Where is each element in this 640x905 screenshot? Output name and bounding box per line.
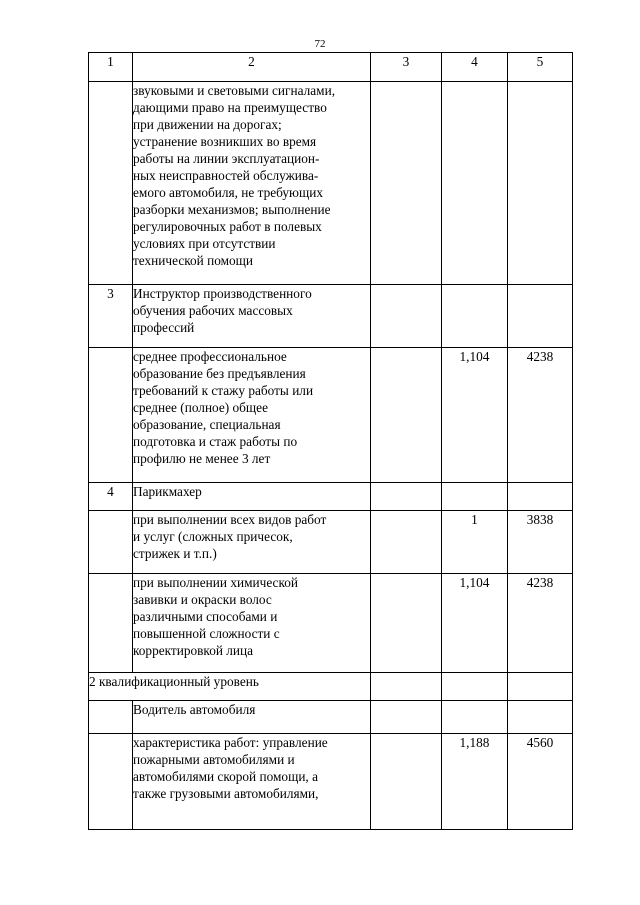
col3-cell <box>371 701 442 734</box>
salary-cell <box>508 701 573 734</box>
description-line: профилю не менее 3 лет <box>133 451 271 466</box>
description-line: условиях при отсутствии <box>133 236 276 251</box>
row-number-cell <box>89 82 133 285</box>
col3-cell <box>371 673 442 701</box>
row-number-cell <box>89 348 133 483</box>
description-line: ных неисправностей обслужива- <box>133 168 319 183</box>
col3-cell <box>371 511 442 574</box>
description-line: обучения рабочих массовых <box>133 303 293 318</box>
description-line: устранение возникших во время <box>133 134 317 149</box>
description-line: стрижек и т.п.) <box>133 546 217 561</box>
table-row <box>89 511 573 574</box>
coefficient-cell: 1,104 <box>442 348 508 483</box>
salary-cell: 3838 <box>508 511 573 574</box>
salary-cell <box>508 483 573 511</box>
description-line: емого автомобиля, не требующих <box>133 185 323 200</box>
description-line: образование без предъявления <box>133 366 306 381</box>
description-line: требований к стажу работы или <box>133 383 314 398</box>
table-row <box>89 348 573 483</box>
header-cell: 3 <box>371 53 442 82</box>
salary-table <box>88 52 573 830</box>
salary-cell <box>508 673 573 701</box>
description-line: технической помощи <box>133 253 254 268</box>
description-cell <box>133 574 371 673</box>
description-line: характеристика работ: управление <box>133 735 328 750</box>
page-number: 72 <box>314 38 326 50</box>
description-cell <box>133 285 371 348</box>
description-line: Водитель автомобиля <box>133 702 256 717</box>
row-number-cell <box>89 734 133 830</box>
description-line: среднее профессиональное <box>133 349 287 364</box>
row-number-cell <box>89 701 133 734</box>
qualification-level-label: 2 квалификационный уровень <box>89 674 259 689</box>
header-cell: 5 <box>508 53 573 82</box>
table-row <box>89 673 573 701</box>
description-line: повышенной сложности с <box>133 626 280 641</box>
salary-cell: 4238 <box>508 348 573 483</box>
col3-cell <box>371 734 442 830</box>
description-line: пожарными автомобилями и <box>133 752 295 767</box>
description-line: разборки механизмов; выполнение <box>133 202 331 217</box>
salary-cell: 4238 <box>508 574 573 673</box>
row-number-cell: 3 <box>89 285 133 348</box>
coefficient-cell: 1 <box>442 511 508 574</box>
description-cell <box>133 82 371 285</box>
coefficient-cell <box>442 82 508 285</box>
description-line: также грузовыми автомобилями, <box>133 786 319 801</box>
description-cell <box>133 483 371 511</box>
row-number-cell: 4 <box>89 483 133 511</box>
col3-cell <box>371 483 442 511</box>
description-line: при движении на дорогах; <box>133 117 282 132</box>
description-line: при выполнении всех видов работ <box>133 512 327 527</box>
description-line: при выполнении химической <box>133 575 298 590</box>
table-row <box>89 82 573 285</box>
description-line: регулировочных работ в полевых <box>133 219 322 234</box>
col3-cell <box>371 82 442 285</box>
col3-cell <box>371 285 442 348</box>
description-cell <box>133 734 371 830</box>
description-line: профессий <box>133 320 195 335</box>
row-number-cell <box>89 574 133 673</box>
description-line: Парикмахер <box>133 484 202 499</box>
table-row <box>89 285 573 348</box>
header-cell: 1 <box>89 53 133 82</box>
coefficient-cell <box>442 483 508 511</box>
header-cell: 4 <box>442 53 508 82</box>
description-line: завивки и окраски волос <box>133 592 272 607</box>
description-cell <box>133 511 371 574</box>
description-cell <box>133 348 371 483</box>
salary-cell <box>508 82 573 285</box>
salary-cell: 4560 <box>508 734 573 830</box>
qualification-level-cell <box>89 673 371 701</box>
coefficient-cell <box>442 673 508 701</box>
description-line: и услуг (сложных причесок, <box>133 529 293 544</box>
description-line: образование, специальная <box>133 417 281 432</box>
col3-cell <box>371 348 442 483</box>
coefficient-cell: 1,188 <box>442 734 508 830</box>
description-line: различными способами и <box>133 609 278 624</box>
table-row <box>89 574 573 673</box>
coefficient-cell <box>442 285 508 348</box>
description-line: корректировкой лица <box>133 643 254 658</box>
row-number-cell <box>89 511 133 574</box>
table-row <box>89 701 573 734</box>
table-row <box>89 734 573 830</box>
coefficient-cell: 1,104 <box>442 574 508 673</box>
description-line: среднее (полное) общее <box>133 400 268 415</box>
col3-cell <box>371 574 442 673</box>
description-line: автомобилями скорой помощи, а <box>133 769 318 784</box>
table-header-row <box>89 53 573 82</box>
description-line: подготовка и стаж работы по <box>133 434 298 449</box>
description-line: Инструктор производственного <box>133 286 312 301</box>
description-line: дающими право на преимущество <box>133 100 327 115</box>
coefficient-cell <box>442 701 508 734</box>
description-line: работы на линии эксплуатацион- <box>133 151 320 166</box>
description-cell <box>133 701 371 734</box>
table-row <box>89 483 573 511</box>
header-cell: 2 <box>133 53 371 82</box>
salary-cell <box>508 285 573 348</box>
description-line: звуковыми и световыми сигналами, <box>133 83 336 98</box>
